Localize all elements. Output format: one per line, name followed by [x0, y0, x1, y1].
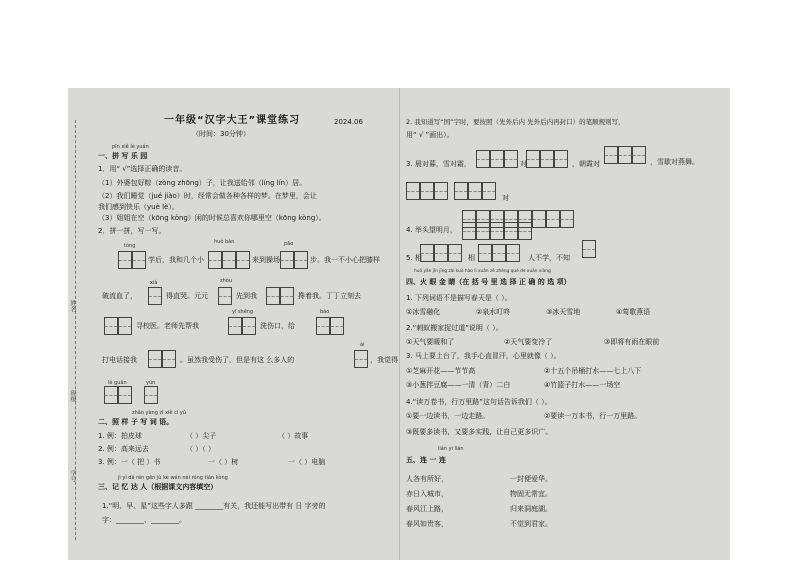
passage-line-4a: 打电话接我	[102, 356, 137, 364]
r4-q3-a: ①芝麻开花——节节高	[406, 367, 476, 375]
q3-item-1: 1.“明、早、星”这些字人多跟 ________有关，我还能写出带有 日 字旁的	[102, 502, 326, 510]
answer-box[interactable]	[148, 287, 162, 305]
r4-q4-c: ③既要多读书，又要多实践，让自己更多识广。	[406, 428, 553, 436]
answer-box[interactable]	[518, 222, 532, 240]
r4-q3-c: ③小葱拌豆腐——一清（青）二白	[406, 381, 511, 389]
margin-label-name: 姓名	[69, 300, 76, 312]
r4-q1: 1. 下列词语不是描写春天是（ ）。	[406, 294, 512, 302]
r-q3: 3. 晨对暮，雪对霜，	[406, 160, 471, 168]
connect-right-2[interactable]: 物固无常宜。	[510, 490, 552, 498]
q1-item-1: （1）外婆包好粽（zòng zhōng）子，让我送给邻（líng lín）居。	[98, 179, 307, 187]
passage-line-1c: 步。我一不小心把膝样	[310, 256, 380, 264]
answer-box[interactable]	[632, 146, 646, 164]
answer-box[interactable]	[144, 386, 158, 404]
answer-box[interactable]	[228, 317, 242, 335]
pinyin-tong: tóng	[124, 243, 136, 249]
answer-box[interactable]	[582, 240, 596, 258]
answer-box[interactable]	[490, 222, 504, 240]
answer-box[interactable]	[148, 350, 162, 368]
r-q2b: 用“ √ ”画出）。	[406, 131, 454, 139]
answer-box[interactable]	[546, 210, 560, 228]
worksheet-time: （时间：30分钟）	[192, 130, 250, 138]
answer-box[interactable]	[490, 150, 504, 168]
passage-line-4b: 。虽然我受伤了，但是有这 么多人的	[180, 356, 295, 364]
pinyin-yun: yùn	[146, 380, 156, 386]
pinyin-leguan: lè guān	[108, 380, 127, 386]
q1-item-2b: 我们感到快乐（yuè lè）。	[98, 203, 179, 211]
answer-box[interactable]	[236, 251, 250, 269]
answer-box[interactable]	[118, 251, 132, 269]
answer-box[interactable]	[454, 182, 468, 200]
r-q3c: ，朝霞对	[572, 160, 600, 168]
answer-box[interactable]	[280, 251, 294, 269]
sec1-pinyin: pīn xiě lè yuán	[112, 144, 149, 150]
answer-box[interactable]	[162, 350, 176, 368]
answer-box[interactable]	[118, 317, 132, 335]
r4-q3-b: ②十五个吊桶打水——七上八下	[544, 367, 642, 375]
connect-left-1[interactable]: 人各有所好，	[406, 475, 448, 483]
r4-q3-d: ④竹篮子打水——一场空	[544, 381, 621, 389]
sec4-pinyin: huǒ yǎn jīn jīng zài kuò hào lǐ xuǎn zé zhèng què de xuǎn xiàng	[414, 269, 551, 274]
r4-q4-a: ①要一边读书，一边走路。	[406, 412, 490, 420]
connect-right-1[interactable]: 一封便爱华。	[510, 475, 552, 483]
pinyin-yisheng: yī shēng	[232, 309, 254, 315]
answer-box[interactable]	[560, 210, 574, 228]
answer-box[interactable]	[476, 222, 490, 240]
example-1: 1. 例：拍皮球	[98, 432, 142, 440]
answer-box[interactable]	[506, 244, 520, 262]
answer-box[interactable]	[476, 150, 490, 168]
answer-box[interactable]	[482, 182, 496, 200]
example-2: 2. 例：高来远去	[98, 445, 149, 453]
answer-box[interactable]	[208, 251, 222, 269]
sec2-heading: 二、照 样 子 写 词 语。	[98, 418, 174, 426]
pinyin-huoban: huǒ bàn	[214, 239, 235, 245]
example-1-blank-b: （ ）故事	[278, 432, 309, 440]
r4-q1-a: ①冰雪融化	[406, 308, 441, 316]
answer-box[interactable]	[406, 182, 420, 200]
answer-box[interactable]	[266, 287, 280, 305]
connect-right-4[interactable]: 不觉到君家。	[510, 520, 552, 528]
r-q5c: 人不学，不知	[528, 254, 570, 262]
sec3-pinyin: jì yì dá rén gēn jù kè wén nèi róng tián kòng	[118, 475, 228, 481]
passage-line-4c: ，我觉得	[370, 356, 398, 364]
answer-box[interactable]	[540, 150, 554, 168]
answer-box[interactable]	[242, 317, 256, 335]
answer-box[interactable]	[468, 182, 482, 200]
q3-item-1b: 字：________、________。	[102, 516, 186, 524]
passage-line-3a: 寻校医。老师先帮我	[136, 322, 199, 330]
answer-box[interactable]	[420, 244, 434, 262]
r4-q2-a: ①天气要暖和了	[406, 338, 455, 346]
connect-right-3[interactable]: 归来洞庭湖。	[510, 505, 552, 513]
r4-q1-d: ④莺歌燕语	[616, 308, 651, 316]
example-1-blank-a: （ ）尖子	[186, 432, 217, 440]
r4-q2-c: ③即将有雨在眼前	[604, 338, 660, 346]
passage-line-3b: 洗伤口，给	[260, 322, 295, 330]
answer-box[interactable]	[316, 317, 330, 335]
answer-box[interactable]	[104, 386, 118, 404]
connect-left-3[interactable]: 春风江上路，	[406, 505, 448, 513]
answer-box[interactable]	[526, 150, 540, 168]
worksheet-date: 2024.06	[334, 118, 363, 126]
answer-box[interactable]	[280, 287, 294, 305]
pinyin-xia: xià	[150, 280, 158, 286]
answer-box[interactable]	[132, 251, 146, 269]
passage-line-1a: 学后，我和几个小	[148, 256, 204, 264]
answer-box[interactable]	[118, 386, 132, 404]
sec4-heading: 四、火 眼 金 睛（在 括 号 里 选 择 正 确 的 选 项）	[406, 278, 571, 286]
answer-box[interactable]	[294, 251, 308, 269]
answer-box[interactable]	[504, 150, 518, 168]
worksheet-title: 一年级“汉字大王”课堂练习	[164, 115, 301, 126]
r-q2: 2. 我知道写“国”字时，要按照（先外后内 先外后内再封口）的笔顺规则写，	[406, 118, 625, 126]
answer-box[interactable]	[354, 350, 368, 368]
pinyin-pao: pǎo	[284, 241, 294, 247]
r-q5: 5. 相	[406, 254, 422, 262]
sec2-pinyin: zhǎo yàng zǐ xiě cí yǔ	[132, 410, 186, 416]
answer-box[interactable]	[104, 317, 118, 335]
margin-label-number: 学号	[69, 470, 76, 482]
answer-box[interactable]	[330, 317, 344, 335]
passage-line-2a: 破流血了，	[102, 292, 137, 300]
answer-box[interactable]	[448, 244, 462, 262]
answer-box[interactable]	[478, 244, 492, 262]
passage-line-1b: 来到操场	[252, 256, 280, 264]
r4-q1-c: ③冰天雪地	[546, 308, 581, 316]
answer-box[interactable]	[462, 222, 476, 240]
q1-item-3: （3）姐姐在空（kōng kòng）闲的时候总喜欢你哪里空（kōng kòng）。	[98, 214, 326, 222]
answer-box[interactable]	[434, 244, 448, 262]
example-3-blank-a: 一（ ）树	[208, 458, 239, 466]
r-q4: 4. 举头望明月，	[406, 226, 457, 234]
example-3-blank-b: 一（ ）电脑	[288, 458, 326, 466]
answer-box[interactable]	[420, 182, 434, 200]
r-q3d: ，雪歇对燕舞。	[650, 158, 699, 166]
r4-q4: 4.“读万卷书，行万里路”这句话告诉我们（ ）。	[406, 398, 552, 406]
r4-q3: 3. 马上要上台了，我手心直冒汗，心里就像（ ）。	[406, 352, 561, 360]
r4-q4-b: ②要读一万本书，行一万里路。	[544, 412, 642, 420]
pinyin-zhou: zhòu	[220, 278, 233, 284]
r-q3e: 对	[502, 194, 509, 202]
column-divider	[399, 88, 400, 560]
answer-box[interactable]	[222, 251, 236, 269]
connect-left-4[interactable]: 春风如贵客，	[406, 520, 448, 528]
answer-box[interactable]	[492, 244, 506, 262]
answer-box[interactable]	[504, 222, 518, 240]
answer-box[interactable]	[434, 182, 448, 200]
sec1-heading: 一、拼 写 乐 园	[98, 152, 148, 160]
answer-box[interactable]	[604, 146, 618, 164]
r4-q1-b: ②泉水叮咚	[476, 308, 511, 316]
example-2-blanks: （ ）（ ）	[186, 445, 215, 453]
margin-label-class: 班级	[69, 390, 76, 402]
connect-left-2[interactable]: 赤日入城市，	[406, 490, 448, 498]
r4-q2-b: ②天气要变冷了	[504, 338, 553, 346]
passage-line-2c: 先到我	[236, 292, 257, 300]
sec5-heading: 五、连 一 连	[406, 456, 446, 464]
r-q3b: 对	[520, 160, 527, 168]
r4-q2: 2.“刺蚁搬家捉过道”说明（ ）。	[406, 324, 503, 332]
pinyin-bao: bào	[320, 309, 330, 315]
passage-line-2b: 得直哭。元元	[166, 292, 208, 300]
answer-box[interactable]	[554, 150, 568, 168]
q1-instruction: 1．用“ √”选择正确的读音。	[98, 165, 187, 173]
answer-box[interactable]	[218, 287, 232, 305]
sec3-heading: 三、记 忆 达 人（根据课文内容填空）	[98, 483, 218, 491]
pinyin-ai: ài	[360, 342, 365, 348]
example-3: 3. 例：一（ 把 ）书	[98, 458, 161, 466]
q1-item-2: （2）我们睡觉（jué jiào）时，经常会做各种各样的梦。在梦里，会让	[98, 192, 317, 200]
worksheet-photo	[68, 88, 730, 560]
answer-box[interactable]	[618, 146, 632, 164]
q2-instruction: 2．拼一拼，写一写。	[98, 227, 166, 235]
answer-box[interactable]	[532, 210, 546, 228]
passage-line-2d: 搀着我。丁丁立刻去	[298, 292, 361, 300]
sec5-pinyin: lián yi lián	[438, 446, 464, 452]
r-q5b: 相	[468, 254, 475, 262]
